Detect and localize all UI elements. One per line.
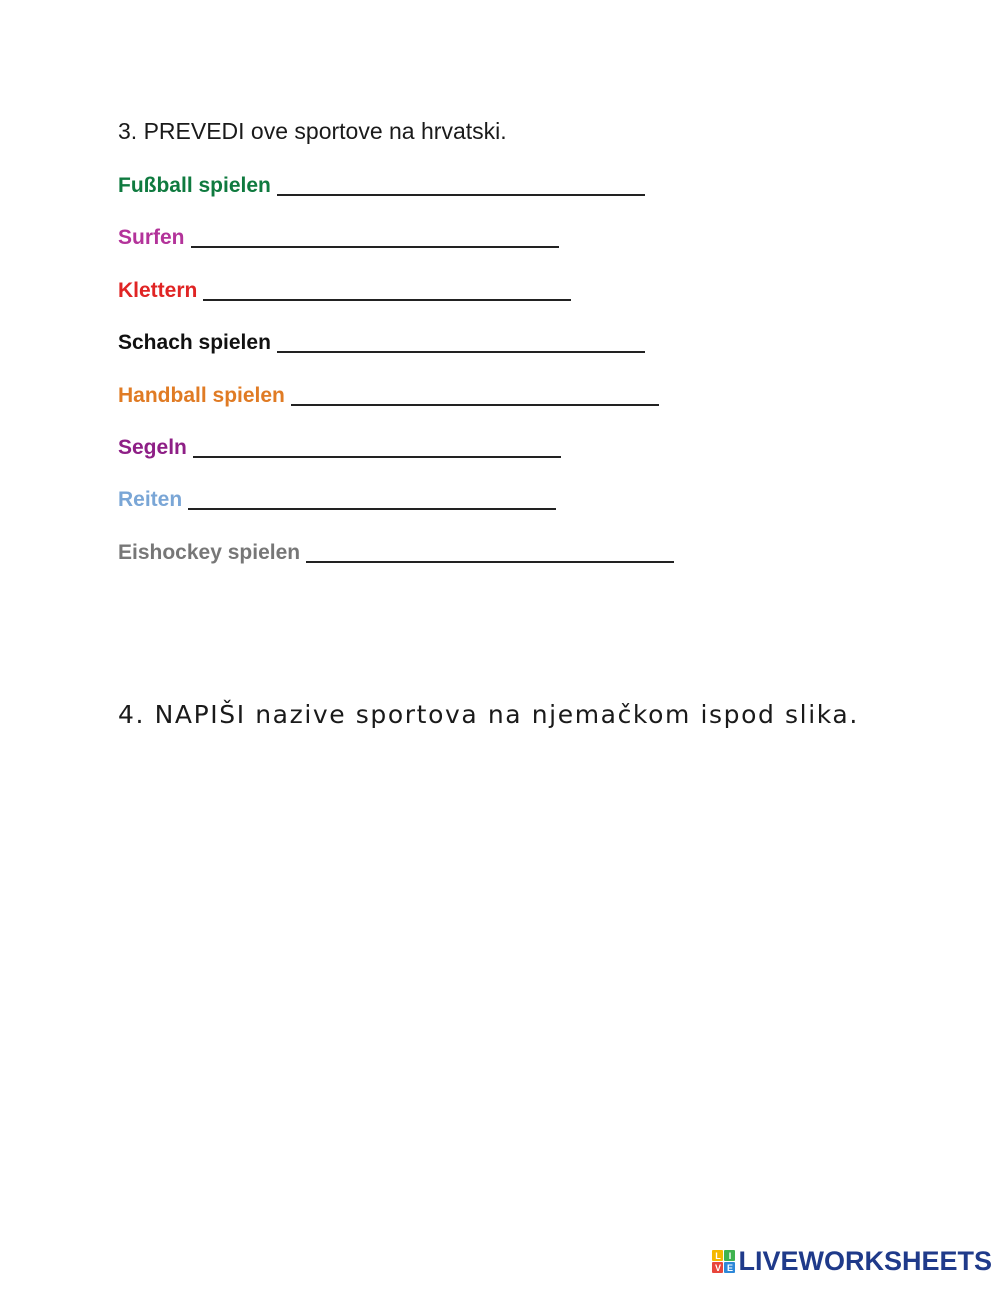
list-item — [118, 172, 878, 224]
logo-letter: E — [724, 1262, 735, 1273]
logo-letter: L — [712, 1250, 723, 1261]
answer-blank[interactable] — [193, 434, 561, 458]
list-item — [118, 277, 878, 329]
exercise-3-title: 3. PREVEDI ove sportove na hrvatski. — [118, 118, 507, 144]
list-item — [118, 486, 878, 538]
sport-term: Schach spielen — [118, 331, 271, 355]
sport-term: Klettern — [118, 278, 198, 302]
list-item — [118, 434, 878, 486]
logo-mark — [712, 1250, 735, 1273]
sport-term: Segeln — [118, 435, 187, 459]
list-item — [118, 329, 878, 381]
sport-term: Surfen — [118, 226, 185, 250]
liveworksheets-logo[interactable] — [712, 1246, 992, 1277]
logo-letter: V — [712, 1262, 723, 1273]
answer-blank[interactable] — [306, 539, 674, 563]
list-item — [118, 224, 878, 276]
answer-blank[interactable] — [277, 329, 645, 353]
answer-blank[interactable] — [191, 224, 559, 248]
answer-blank[interactable] — [203, 277, 571, 301]
answer-blank[interactable] — [277, 172, 645, 196]
logo-letter: I — [724, 1250, 735, 1261]
list-item — [118, 539, 878, 591]
sport-term: Handball spielen — [118, 383, 285, 407]
translation-list — [118, 172, 878, 591]
list-item — [118, 382, 878, 434]
answer-blank[interactable] — [188, 486, 556, 510]
sport-term: Eishockey spielen — [118, 540, 301, 564]
answer-blank[interactable] — [291, 382, 659, 406]
exercise-4-title: 4. NAPIŠI nazive sportova na njemačkom ispod slika. — [118, 700, 859, 729]
logo-text: LIVEWORKSHEETS — [738, 1246, 992, 1276]
sport-term: Reiten — [118, 488, 183, 512]
sport-term: Fußball spielen — [118, 174, 271, 197]
